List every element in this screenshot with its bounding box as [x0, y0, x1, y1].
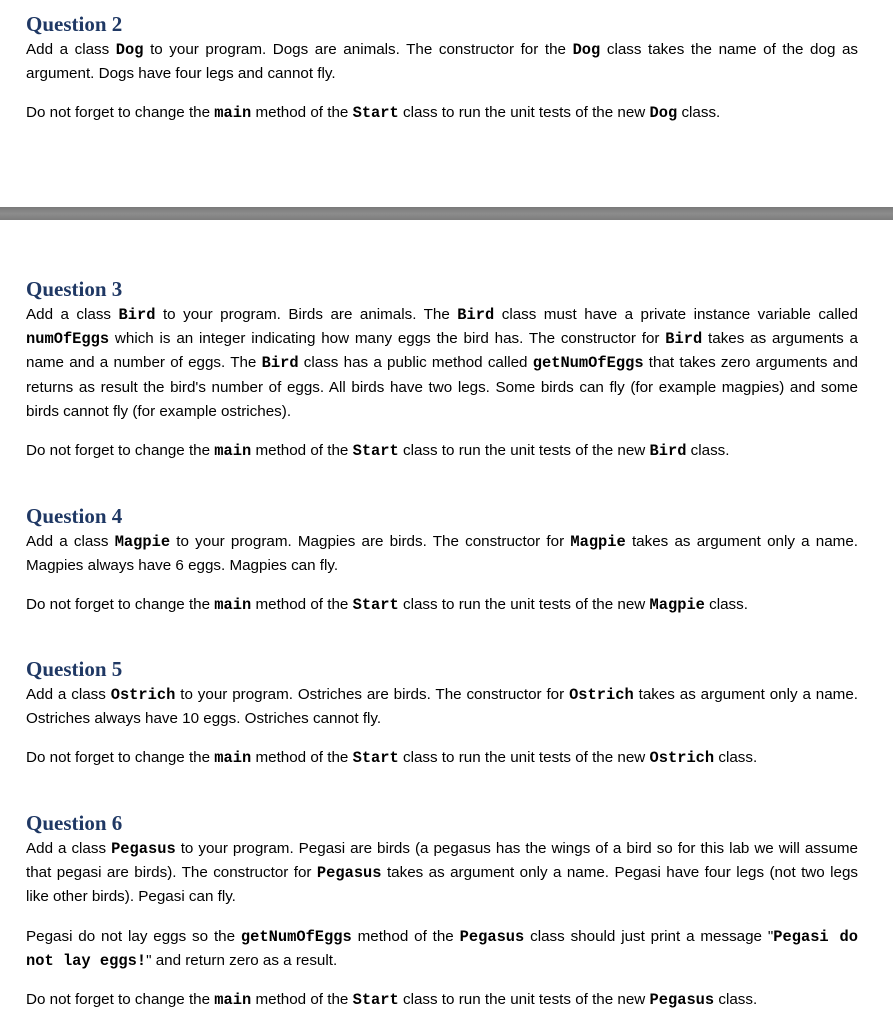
question-3-description: Add a class Bird to your program. Birds are animals. The Bird class must have a private instance variable called numOfEggs which is an integer indicating how many eggs the bird has. The constructor for Bird takes as arguments a name and a number of eggs. The Bird class has a public method called getNumOfEggs that takes zero arguments and returns as result the bird's number of eggs. All birds have two legs. Some birds can fly (for example magpies) and some birds cannot fly (for example ostriches). — [26, 306, 859, 420]
question-3 — [26, 277, 858, 463]
question-6 — [26, 811, 858, 1012]
question-5-heading: Question 5 — [26, 657, 123, 681]
question-2-heading: Question 2 — [26, 12, 123, 36]
question-2-instruction: Do not forget to change the main method of the Start class to run the unit tests of the new Dog class. — [26, 104, 721, 123]
question-6-eggs-note: Pegasi do not lay eggs so the getNumOfEggs method of the Pegasus class should just print a message "Pegasi do not lay eggs!" and return zero as a result. — [26, 927, 859, 970]
question-4-description: Add a class Magpie to your program. Magpies are birds. The constructor for Magpie takes as argument only a name. Magpies always have 6 eggs. Magpies can fly. — [26, 533, 858, 575]
question-3-heading: Question 3 — [26, 277, 123, 301]
question-4-instruction: Do not forget to change the main method of the Start class to run the unit tests of the new Magpie class. — [26, 596, 748, 615]
document-page-1 — [0, 0, 893, 207]
question-4-heading: Question 4 — [26, 504, 123, 528]
question-6-instruction: Do not forget to change the main method of the Start class to run the unit tests of the new Pegasus class. — [26, 991, 758, 1010]
question-2-description: Add a class Dog to your program. Dogs are animals. The constructor for the Dog class takes the name of the dog as argument. Dogs have four legs and cannot fly. — [26, 41, 858, 83]
question-2 — [26, 12, 858, 126]
page-break — [0, 207, 893, 220]
question-6-heading: Question 6 — [26, 811, 123, 835]
document-page-2 — [0, 220, 893, 1024]
question-3-instruction: Do not forget to change the main method of the Start class to run the unit tests of the new Bird class. — [26, 442, 730, 461]
question-5-instruction: Do not forget to change the main method of the Start class to run the unit tests of the new Ostrich class. — [26, 749, 758, 768]
question-5-description: Add a class Ostrich to your program. Ostriches are birds. The constructor for Ostrich takes as argument only a name. Ostriches always have 10 eggs. Ostriches cannot fly. — [26, 686, 858, 728]
question-5 — [26, 657, 858, 771]
question-4 — [26, 504, 858, 618]
question-6-description: Add a class Pegasus to your program. Pegasi are birds (a pegasus has the wings of a bird so for this lab we will assume that pegasi are birds). The constructor for Pegasus takes as argument only a name. Pegasi have four legs (not two legs like other birds). Pegasi can fly. — [26, 840, 859, 906]
